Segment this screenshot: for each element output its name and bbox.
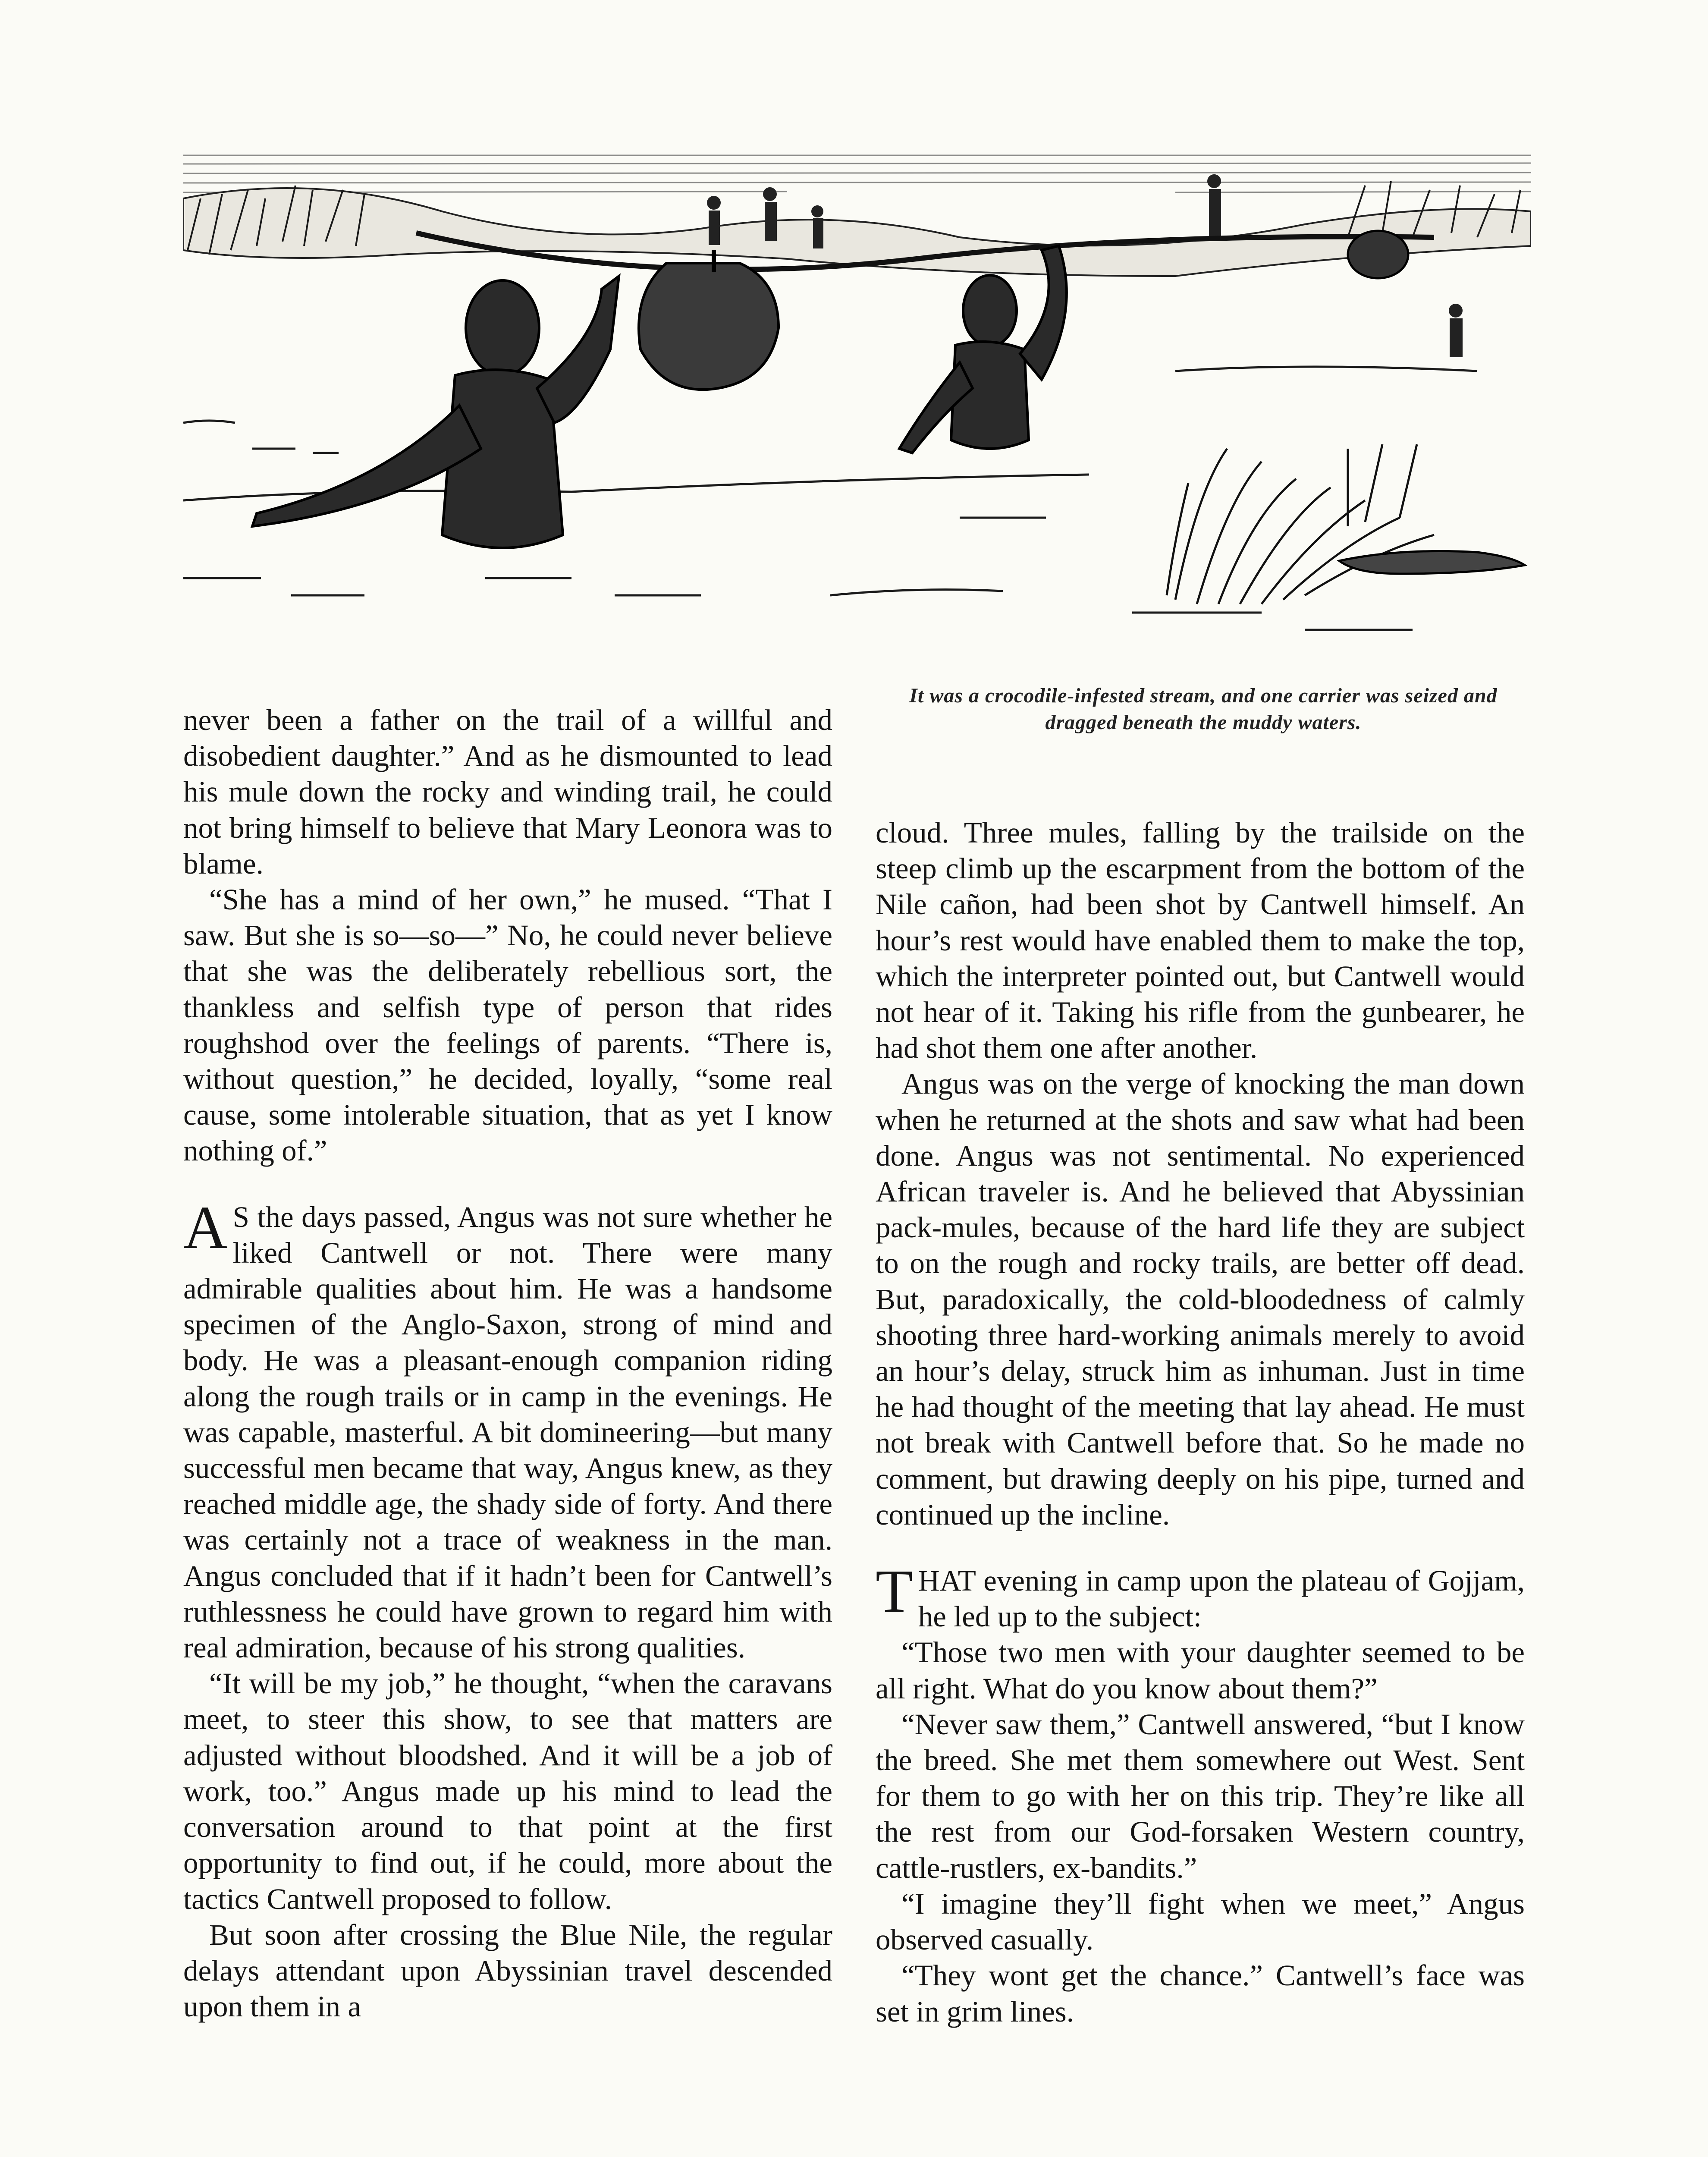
paragraph: “Never saw them,” Cantwell answered, “but I know the breed. She met them somewhere out West. Sent for them to go with her on this trip. They’re like all the rest from our God-forsaken Western country, cattle-rustlers, ex-bandits.” [876,1707,1525,1884]
paragraph: Angus was on the verge of knocking the man down when he returned at the shots and saw what had been done. Angus was not sentimental. No experienced African traveler is. And he believed that Abyssinian pack-mules, because of the hard life they are subject to on the rough and rocky trails, are better off dead. But, paradoxically, the cold-bloodedness of calmly shooting three hard-working animals merely to avoid an hour’s delay, struck him as inhuman. Just in time he had thought of the meeting that lay ahead. He must not break with Cantwell before that. So he made no comment, but drawing deeply on his pipe, turned and continued up the incline. [876,1067,1525,1531]
section-paragraph [183,1193,832,1666]
paragraph: “They wont get the chance.” Cantwell’s face was set in grim lines. [876,1959,1525,2028]
paragraph: “I imagine they’ll fight when we meet,” Angus observed casually. [876,1887,1525,1956]
drop-cap: T [876,1557,913,1626]
paragraph-text: HAT evening in camp upon the plateau of Gojjam, he led up to the subject: [918,1564,1525,1633]
river-crossing-illustration [183,147,1531,662]
drop-cap: A [183,1193,228,1261]
right-column [876,815,1525,2030]
paragraph: “Those two men with your daughter seemed to be all right. What do you know about them?” [876,1636,1525,1705]
left-column [183,702,832,2025]
paragraph: “She has a mind of her own,” he mused. “That I saw. But she is so—so—” No, he could never believe that she was the deliberately rebellious sort, the thankless and selfish type of person that rides roughshod over the feelings of parents. “There is, without question,” he decided, loyally, “some real cause, some intolerable situation, that as yet I know nothing of.” [183,883,832,1167]
paragraph: never been a father on the trail of a willful and disobedient daughter.” And as he dismounted to lead his mule down the rocky and winding trail, he could not bring himself to believe that Mary Leonora was to blame. [183,704,832,880]
paragraph: “It will be my job,” he thought, “when the caravans meet, to steer this show, to see that matters are adjusted without bloodshed. And it will be a job of work, too.” Angus made up his mind to lead the conversation around to that point at the first opportunity to find out, if he could, more about the tactics Cantwell proposed to follow. [183,1667,832,1915]
paragraph: cloud. Three mules, falling by the trailside on the steep climb up the escarpment from the bottom of the Nile cañon, had been shot by Cantwell himself. An hour’s rest would have enabled them to make the top, which the interpreter pointed out, but Cantwell would not hear of it. Taking his rifle from the gunbearer, he had shot them one after another. [876,816,1525,1065]
paragraph: But soon after crossing the Blue Nile, the regular delays attendant upon Abyssinian travel descended upon them in a [183,1918,832,2023]
illustration-caption: It was a crocodile-infested stream, and one carrier was seized and dragged beneath the muddy waters. [909,684,1498,734]
section-paragraph [876,1557,1525,1635]
paragraph-text: S the days passed, Angus was not sure whether he liked Cantwell or not. There were many admirable qualities about him. He was a handsome specimen of the Anglo-Saxon, strong of mind and body. He was a pleasant-enough companion riding along the rough trails or in camp in the evenings. He was capable, masterful. A bit domineering—but many successful men became that way, Angus knew, as they reached middle age, the shady side of forty. And there was certainly not a trace of weakness in the man. Angus concluded that if it hadn’t been for Cantwell’s ruthlessness he could have grown to regard him with real admiration, because of his strong qualities. [183,1200,832,1664]
